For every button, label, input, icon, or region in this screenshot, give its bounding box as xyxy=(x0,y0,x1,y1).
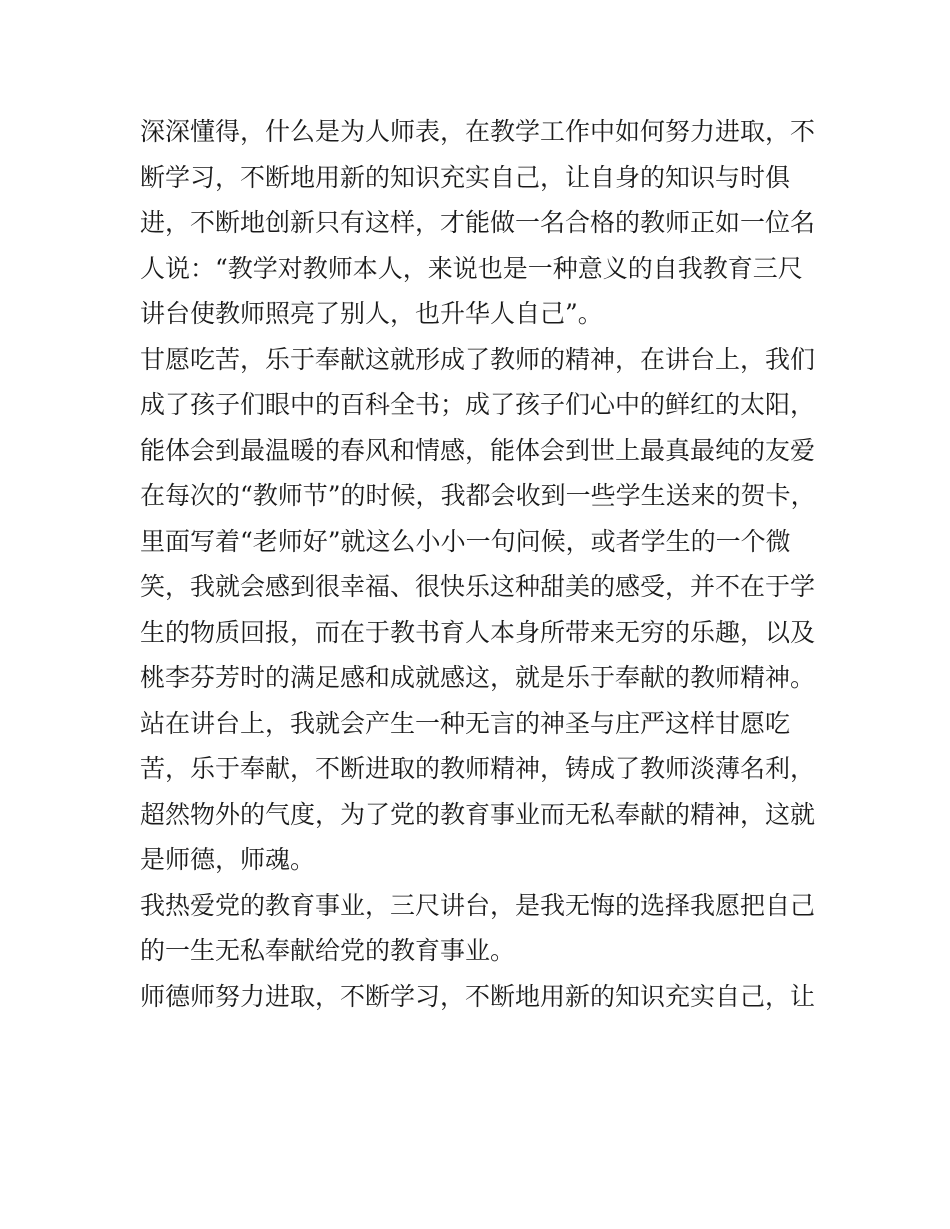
text-line: 生的物质回报，而在于教书育人本身所带来无穷的乐趣，以及 xyxy=(140,617,816,647)
text-line: 我热爱党的教育事业，三尺讲台，是我无悔的选择我愿把自己 xyxy=(140,890,816,920)
text-line: 人说：“教学对教师本人，来说也是一种意义的自我教育三尺 xyxy=(140,253,803,283)
text-line: 超然物外的气度，为了党的教育事业而无私奉献的精神，这就 xyxy=(140,799,816,829)
text-line: 是师德，师魂。 xyxy=(140,845,316,874)
text-line: 在每次的“教师节”的时候，我都会收到一些学生送来的贺卡， xyxy=(140,481,816,510)
text-line: 深深懂得，什么是为人师表，在教学工作中如何努力进取，不 xyxy=(140,117,816,146)
document-body xyxy=(140,109,820,1019)
text-line: 苦，乐于奉献，不断进取的教师精神，铸成了教师淡薄名利， xyxy=(140,754,816,783)
text-line: 讲台使教师照亮了别人，也升华人自己”。 xyxy=(140,299,603,328)
text-line: 师德师努力进取，不断学习，不断地用新的知识充实自己，让 xyxy=(140,981,816,1011)
text-line: 进，不断地创新只有这样，才能做一名合格的教师正如一位名 xyxy=(140,208,816,237)
text-line: 站在讲台上，我就会产生一种无言的神圣与庄严这样甘愿吃 xyxy=(140,708,791,738)
text-line: 里面写着“老师好”就这么小小一句问候，或者学生的一个微 xyxy=(140,526,791,556)
text-line: 的一生无私奉献给党的教育事业。 xyxy=(140,936,516,965)
text-line: 甘愿吃苦，乐于奉献这就形成了教师的精神，在讲台上，我们 xyxy=(140,344,816,374)
text-line: 成了孩子们眼中的百科全书；成了孩子们心中的鲜红的太阳， xyxy=(140,390,816,419)
text-line: 断学习，不断地用新的知识充实自己，让自身的知识与时俱 xyxy=(140,162,791,192)
text-line: 能体会到最温暖的春风和情感，能体会到世上最真最纯的友爱 xyxy=(140,435,816,465)
text-line: 桃李芬芳时的满足感和成就感这，就是乐于奉献的教师精神。 xyxy=(140,663,816,692)
text-line: 笑，我就会感到很幸福、很快乐这种甜美的感受，并不在于学 xyxy=(140,572,816,601)
